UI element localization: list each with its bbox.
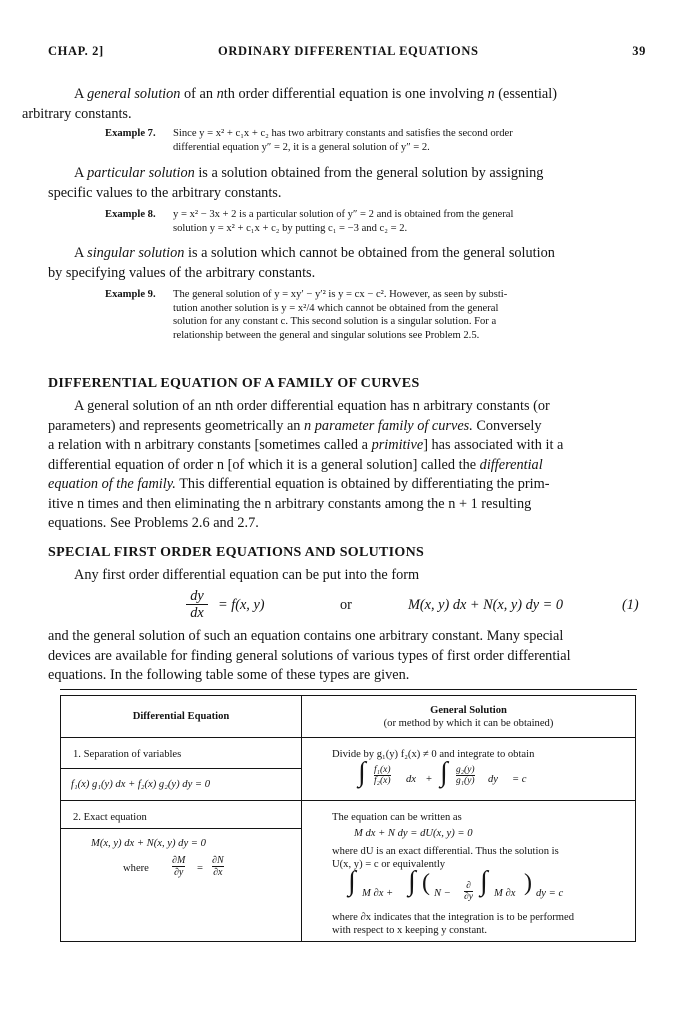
equation-rhs: = f(x, y) [218,597,265,613]
row2-equation-cell [61,801,302,942]
equals: = [197,863,203,874]
row-divider [61,828,301,829]
example-label: Example 9. [105,289,156,300]
term-primitive: primitive [371,437,424,453]
col1-header: Differential Equation [61,696,302,738]
rhs: = c [512,774,527,785]
dy: dy [488,774,498,785]
term-n-parameter-family: n parameter family of curves. [304,417,473,434]
solution-term: dy = c [536,888,564,899]
table-row [61,801,636,942]
row1-method: Divide by g₁(y) f₂(x) ≠ 0 and integrate to obtain [332,749,535,760]
fraction-dy-dx [186,588,208,621]
example-line: solution for any constant c. This second solution is a singular solution. For a [173,316,497,327]
row2-note: where ∂x indicates that the integration is to be performed [332,912,575,923]
text: differential equation of order n [of which it is a general solution] called the [48,456,480,473]
integral-sign: ∫ [348,866,356,897]
text: A [74,165,88,181]
table-top-rule [60,689,637,690]
solution-term: N − [434,888,451,899]
particular-solution-paragraph [48,164,646,203]
text: parameters) and represents geometrically an [48,417,305,434]
general-solution-paragraph [22,85,646,124]
text: arbitrary constants. [22,105,132,122]
row2-equation: M(x, y) dx + N(x, y) dy = 0 [91,838,206,849]
equation-number: (1) [622,597,639,613]
text: specific values to the arbitrary constants. [48,184,282,201]
header-title: ORDINARY DIFFERENTIAL EQUATIONS [218,44,479,58]
example-line: solution y = x² + c₁x + c₂ by putting c₁ = −3 and c₂ = 2. [173,222,408,234]
special-intro: Any first order differential equation can be put into the form [74,567,420,583]
text: is a solution which cannot be obtained from the general solution [184,245,555,261]
row2-where-du-2: U(x, y) = c or equivalently [332,859,446,870]
integral-sign: ∫ [408,866,416,897]
denominator: ∂y [173,867,184,878]
table-header-row [61,696,636,738]
line: equations. In the following table some of these types are given. [48,667,410,683]
text: (essential) [494,86,558,102]
text: ] has associated with it a [423,437,564,453]
table-row [61,738,636,801]
row1-title: 1. Separation of variables [73,749,182,760]
fraction-f1-f2 [374,765,391,786]
row2-can-be: The equation can be written as [332,812,462,823]
line [48,456,646,476]
text: is a solution obtained from the general solution by assigning [194,165,544,181]
equation-or: or [340,597,352,613]
line: equations. See Problems 2.6 and 2.7. [48,515,259,531]
line: itive n times and then eliminating the n arbitrary constants among the n + 1 resulting [48,495,532,512]
dx: dx [406,774,416,785]
numerator: ∂N [212,855,224,866]
line [48,436,646,456]
example-line: The general solution of y = xy′ − y′² is y = cx − c². However, as seen by substi- [173,289,508,300]
text: This differential equation is obtained by differentiating the prim- [175,476,550,492]
example-label: Example 8. [105,209,156,220]
line: devices are available for finding general solutions of various types of first order differential [48,647,571,664]
denominator: f₂(x) [374,776,391,786]
integral-sign: ∫ [440,757,448,788]
denominator: g₁(y) [456,776,475,786]
row2-title: 2. Exact equation [73,812,147,823]
integral-sign: ∫ [480,866,488,897]
line: A general solution of an nth order differential equation has n arbitrary constants (or [74,398,550,414]
col2-header-line1: General Solution [430,704,507,716]
text: A [74,245,88,261]
denominator: dx [190,605,204,621]
special-after-paragraph [48,627,646,686]
equation-alt: M(x, y) dx + N(x, y) dy = 0 [408,597,564,613]
solution-methods-table [60,695,636,942]
col2-header-line2: (or method by which it can be obtained) [383,717,554,729]
integral-sign: ∫ [358,757,366,788]
numerator: ∂M [172,855,186,866]
var-n: n [216,86,224,102]
row1-equation-cell [61,738,302,801]
close-paren: ) [524,870,532,896]
row1-method-cell [302,738,636,801]
text: A [74,86,88,102]
line: and the general solution of such an equation contains one arbitrary constant. Many special [48,628,564,644]
numerator: g₂(y) [456,765,475,775]
example-line: y = x² − 3x + 2 is a particular solution of y″ = 2 and is obtained from the general [173,209,514,220]
family-paragraph [48,397,646,534]
section-heading-special: SPECIAL FIRST ORDER EQUATIONS AND SOLUTIONS [48,545,425,560]
line [48,417,646,437]
example-8 [105,208,645,235]
section-heading-family: DIFFERENTIAL EQUATION OF A FAMILY OF CURVES [48,376,420,391]
denominator: ∂x [213,867,223,878]
fraction-g2-g1 [456,765,475,786]
running-header [48,44,648,62]
row-divider [61,768,301,769]
numerator: ∂ [466,881,471,891]
term-differential: differential [479,456,543,473]
term-singular-solution: singular solution [87,245,185,261]
denominator: ∂y [464,892,473,902]
line [48,475,646,495]
singular-solution-paragraph [48,244,646,283]
row2-exact-form: M dx + N dy = dU(x, y) = 0 [354,828,473,839]
text: of an [180,86,217,102]
equation-1 [48,588,646,628]
fraction-dM-dy [172,855,185,878]
solution-term: M ∂x + [362,888,394,899]
numerator: f₁(x) [374,765,391,775]
row2-note: with respect to x keeping y constant. [332,925,488,936]
example-line: Since y = x² + c₁x + c₂ has two arbitrary constants and satisfies the second order [173,128,513,139]
page-number: 39 [632,44,646,58]
col2-header [302,696,636,738]
fraction-dN-dx [212,855,224,878]
row1-equation: f₁(x) g₁(y) dx + f₂(x) g₂(y) dy = 0 [71,779,211,790]
row2-method-cell [302,801,636,942]
row2-where-du: where dU is an exact differential. Thus the solution is [332,846,559,857]
example-line: differential equation y″ = 2, it is a general solution of y″ = 2. [173,141,430,153]
example-7 [105,127,645,154]
chapter-label: CHAP. 2] [48,44,104,58]
text: Conversely [472,417,542,434]
where-label: where [123,863,149,874]
fraction-partial-dy [464,881,473,902]
example-9 [105,288,645,342]
open-paren: ( [422,870,430,896]
plus: + [426,774,432,785]
example-line: tution another solution is y = x²/4 which cannot be obtained from the general [173,302,499,314]
text: th order differential equation is one involving [223,86,488,102]
solution-term: M ∂x [494,888,516,899]
example-line: relationship between the general and singular solutions see Problem 2.5. [173,329,480,341]
text: by specifying values of the arbitrary constants. [48,264,316,281]
term-particular-solution: particular solution [87,165,195,181]
numerator: dy [190,588,204,604]
term-equation-of-family: equation of the family. [48,476,176,492]
text: a relation with n arbitrary constants [sometimes called a [48,437,372,453]
example-label: Example 7. [105,128,156,139]
term-general-solution: general solution [87,86,181,102]
var-n: n [487,86,495,102]
